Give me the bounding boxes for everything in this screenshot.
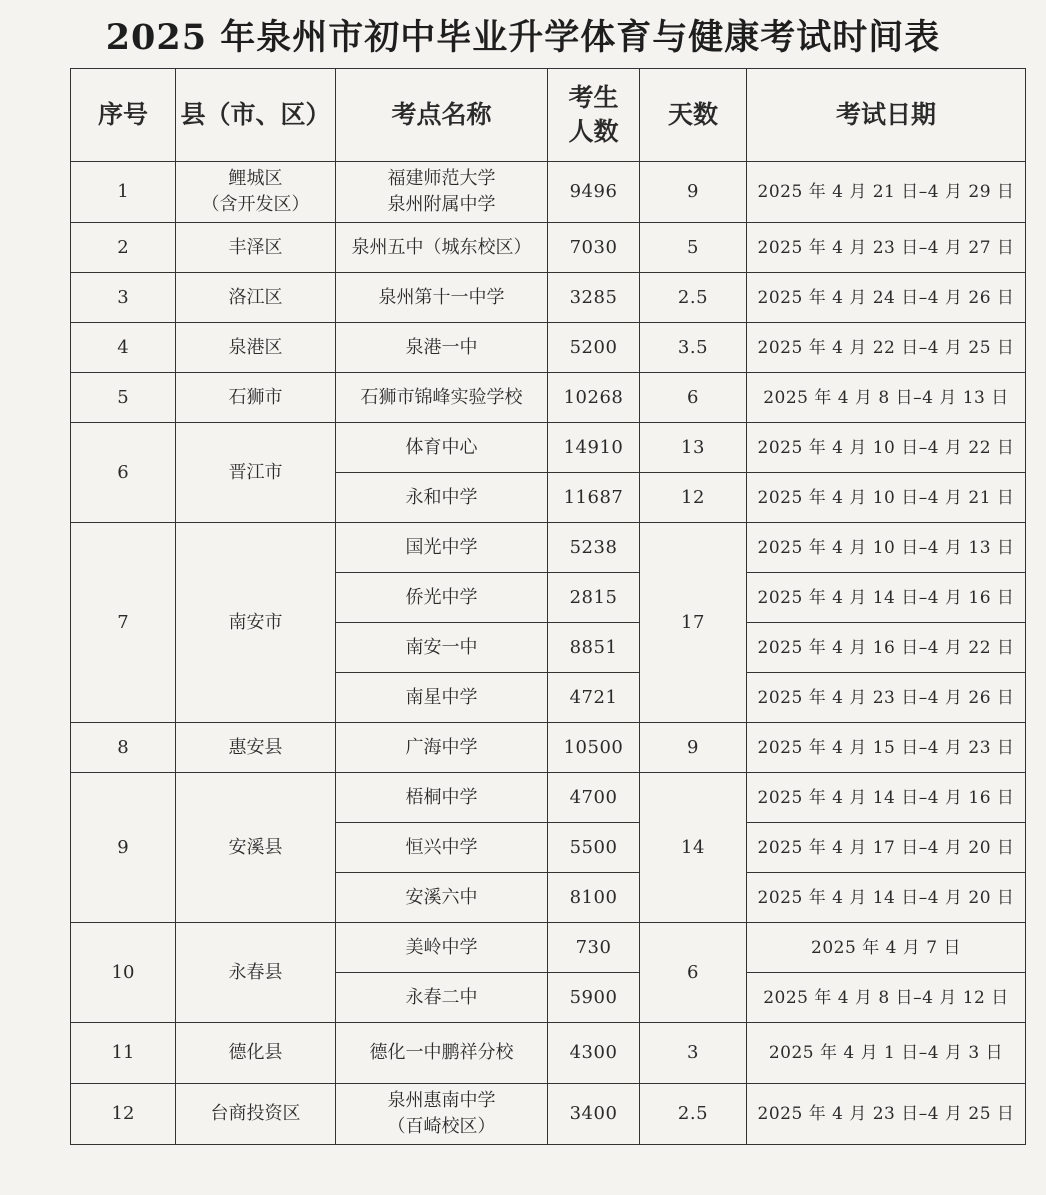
header-site: 考点名称 [336, 69, 548, 162]
table-row [71, 162, 1026, 223]
seq-cell: 5 [71, 373, 176, 423]
count-cell: 10500 [548, 723, 640, 773]
date-cell: 2025 年 4 月 14 日–4 月 20 日 [747, 873, 1026, 923]
site-cell: 德化一中鹏祥分校 [336, 1023, 548, 1084]
seq-cell: 8 [71, 723, 176, 773]
site-cell: 南星中学 [336, 673, 548, 723]
seq-cell: 1 [71, 162, 176, 223]
seq-cell: 10 [71, 923, 176, 1023]
table-row [71, 523, 1026, 573]
table-row [71, 923, 1026, 973]
date-cell: 2025 年 4 月 24 日–4 月 26 日 [747, 273, 1026, 323]
site-line2: （百崎校区） [387, 1116, 496, 1137]
count-cell: 5500 [548, 823, 640, 873]
county-cell: 惠安县 [176, 723, 336, 773]
date-cell: 2025 年 4 月 10 日–4 月 21 日 [747, 473, 1026, 523]
site-cell: 泉州五中（城东校区） [336, 223, 548, 273]
date-cell: 2025 年 4 月 17 日–4 月 20 日 [747, 823, 1026, 873]
county-cell: 石狮市 [176, 373, 336, 423]
seq-cell: 2 [71, 223, 176, 273]
days-cell: 6 [640, 373, 747, 423]
header-count [548, 69, 640, 162]
days-cell: 17 [640, 523, 747, 723]
days-cell: 13 [640, 423, 747, 473]
days-cell: 2.5 [640, 1084, 747, 1145]
site-cell [336, 1084, 548, 1145]
table-row [71, 1084, 1026, 1145]
days-cell: 3 [640, 1023, 747, 1084]
seq-cell: 4 [71, 323, 176, 373]
site-line2: 泉州附属中学 [387, 194, 496, 215]
table-row [71, 273, 1026, 323]
site-cell: 石狮市锦峰实验学校 [336, 373, 548, 423]
count-cell: 4721 [548, 673, 640, 723]
days-cell: 5 [640, 223, 747, 273]
days-cell: 3.5 [640, 323, 747, 373]
site-cell: 恒兴中学 [336, 823, 548, 873]
site-cell: 南安一中 [336, 623, 548, 673]
date-cell: 2025 年 4 月 7 日 [747, 923, 1026, 973]
count-cell: 8851 [548, 623, 640, 673]
date-cell: 2025 年 4 月 14 日–4 月 16 日 [747, 773, 1026, 823]
table-row [71, 223, 1026, 273]
site-cell: 安溪六中 [336, 873, 548, 923]
county-cell: 泉港区 [176, 323, 336, 373]
count-cell: 14910 [548, 423, 640, 473]
days-cell: 9 [640, 162, 747, 223]
date-cell: 2025 年 4 月 23 日–4 月 27 日 [747, 223, 1026, 273]
header-days: 天数 [640, 69, 747, 162]
seq-cell: 6 [71, 423, 176, 523]
seq-cell: 11 [71, 1023, 176, 1084]
header-row [71, 69, 1026, 162]
date-cell: 2025 年 4 月 8 日–4 月 13 日 [747, 373, 1026, 423]
county-cell: 南安市 [176, 523, 336, 723]
site-cell: 广海中学 [336, 723, 548, 773]
table-row [71, 1023, 1026, 1084]
seq-cell: 12 [71, 1084, 176, 1145]
count-cell: 4300 [548, 1023, 640, 1084]
site-cell: 永春二中 [336, 973, 548, 1023]
date-cell: 2025 年 4 月 14 日–4 月 16 日 [747, 573, 1026, 623]
site-cell: 国光中学 [336, 523, 548, 573]
county-cell: 安溪县 [176, 773, 336, 923]
county-cell [176, 162, 336, 223]
header-count-line2: 人数 [568, 117, 619, 146]
count-cell: 7030 [548, 223, 640, 273]
days-cell: 9 [640, 723, 747, 773]
site-cell: 泉港一中 [336, 323, 548, 373]
site-cell: 美岭中学 [336, 923, 548, 973]
site-cell: 侨光中学 [336, 573, 548, 623]
site-cell: 体育中心 [336, 423, 548, 473]
count-cell: 3285 [548, 273, 640, 323]
seq-cell: 9 [71, 773, 176, 923]
count-cell: 730 [548, 923, 640, 973]
count-cell: 10268 [548, 373, 640, 423]
date-cell: 2025 年 4 月 10 日–4 月 13 日 [747, 523, 1026, 573]
date-cell: 2025 年 4 月 8 日–4 月 12 日 [747, 973, 1026, 1023]
count-cell: 5900 [548, 973, 640, 1023]
days-cell: 2.5 [640, 273, 747, 323]
header-seq: 序号 [71, 69, 176, 162]
date-cell: 2025 年 4 月 1 日–4 月 3 日 [747, 1023, 1026, 1084]
count-cell: 11687 [548, 473, 640, 523]
date-cell: 2025 年 4 月 15 日–4 月 23 日 [747, 723, 1026, 773]
site-cell: 泉州第十一中学 [336, 273, 548, 323]
table-row [71, 773, 1026, 823]
exam-schedule-table [70, 68, 1026, 1145]
count-cell: 3400 [548, 1084, 640, 1145]
count-cell: 4700 [548, 773, 640, 823]
header-count-line1: 考生 [568, 83, 619, 112]
date-cell: 2025 年 4 月 10 日–4 月 22 日 [747, 423, 1026, 473]
header-county: 县（市、区） [176, 69, 336, 162]
page-title: 2025 年泉州市初中毕业升学体育与健康考试时间表 [105, 17, 941, 58]
date-cell: 2025 年 4 月 21 日–4 月 29 日 [747, 162, 1026, 223]
count-cell: 5200 [548, 323, 640, 373]
county-cell: 德化县 [176, 1023, 336, 1084]
days-cell: 14 [640, 773, 747, 923]
count-cell: 5238 [548, 523, 640, 573]
site-line1: 泉州惠南中学 [387, 1090, 496, 1111]
county-cell: 丰泽区 [176, 223, 336, 273]
county-cell: 台商投资区 [176, 1084, 336, 1145]
date-cell: 2025 年 4 月 23 日–4 月 26 日 [747, 673, 1026, 723]
site-cell: 梧桐中学 [336, 773, 548, 823]
county-cell: 晋江市 [176, 423, 336, 523]
days-cell: 6 [640, 923, 747, 1023]
table-row [71, 323, 1026, 373]
days-cell: 12 [640, 473, 747, 523]
date-cell: 2025 年 4 月 23 日–4 月 25 日 [747, 1084, 1026, 1145]
count-cell: 2815 [548, 573, 640, 623]
county-line1: 鲤城区 [228, 168, 283, 189]
site-line1: 福建师范大学 [387, 168, 496, 189]
header-date: 考试日期 [747, 69, 1026, 162]
count-cell: 8100 [548, 873, 640, 923]
date-cell: 2025 年 4 月 16 日–4 月 22 日 [747, 623, 1026, 673]
county-cell: 洛江区 [176, 273, 336, 323]
site-cell [336, 162, 548, 223]
table-row [71, 373, 1026, 423]
table-row [71, 723, 1026, 773]
table-row [71, 423, 1026, 473]
count-cell: 9496 [548, 162, 640, 223]
date-cell: 2025 年 4 月 22 日–4 月 25 日 [747, 323, 1026, 373]
site-cell: 永和中学 [336, 473, 548, 523]
seq-cell: 3 [71, 273, 176, 323]
county-cell: 永春县 [176, 923, 336, 1023]
county-line2: （含开发区） [201, 194, 310, 215]
seq-cell: 7 [71, 523, 176, 723]
